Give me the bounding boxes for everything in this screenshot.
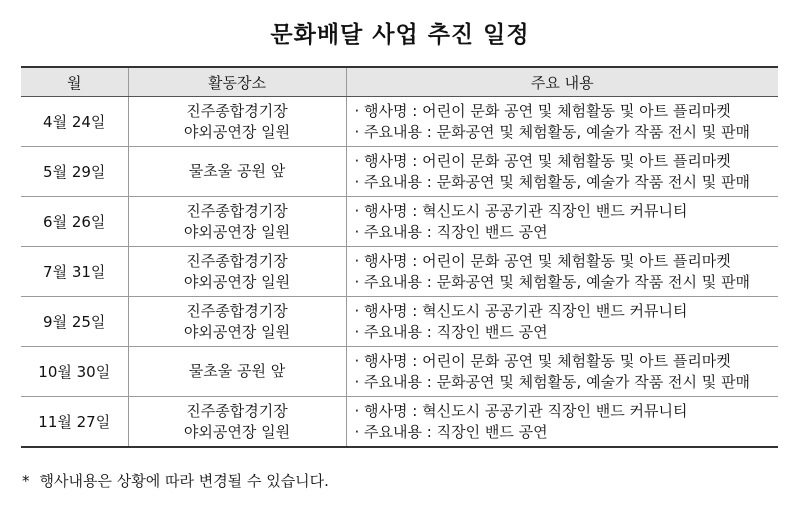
cell-place [128,347,346,397]
cell-content [346,397,778,448]
event-name-line: · 행사명 : 어린이 문화 공연 및 체험활동 및 아트 플리마켓 [354,251,731,270]
place-line: 물초울 공원 앞 [188,362,286,380]
event-detail-line: · 주요내용 : 문화공연 및 체험활동, 예술가 작품 전시 및 판매 [354,272,751,291]
cell-place [128,97,346,147]
event-name-line: · 행사명 : 혁신도시 공공기관 직장인 밴드 커뮤니티 [354,401,688,420]
event-detail-line: · 주요내용 : 문화공연 및 체험활동, 예술가 작품 전시 및 판매 [354,122,751,141]
cell-place [128,147,346,197]
event-detail-line: · 주요내용 : 문화공연 및 체험활동, 예술가 작품 전시 및 판매 [354,172,751,191]
table-header-row [21,67,778,97]
cell-month: 4월 24일 [21,97,128,147]
cell-month: 5월 29일 [21,147,128,197]
place-line: 진주종합경기장 [186,201,288,220]
table-row [21,247,778,297]
event-name-line: · 행사명 : 혁신도시 공공기관 직장인 밴드 커뮤니티 [354,201,688,220]
cell-content [346,297,778,347]
cell-content [346,347,778,397]
header-month: 월 [21,67,128,97]
cell-month: 7월 31일 [21,247,128,297]
place-line: 야외공연장 일원 [183,222,291,241]
place-line: 진주종합경기장 [186,401,288,420]
event-name-line: · 행사명 : 혁신도시 공공기관 직장인 밴드 커뮤니티 [354,301,688,320]
schedule-body [21,97,778,448]
cell-content [346,147,778,197]
cell-month: 10월 30일 [21,347,128,397]
page-title: 문화배달 사업 추진 일정 [270,22,530,48]
footnote [22,470,329,491]
cell-content [346,247,778,297]
place-line: 물초울 공원 앞 [188,162,286,180]
cell-place [128,247,346,297]
table-row [21,347,778,397]
cell-month: 9월 25일 [21,297,128,347]
event-detail-line: · 주요내용 : 직장인 밴드 공연 [354,422,548,441]
place-line: 야외공연장 일원 [183,272,291,291]
place-line: 진주종합경기장 [186,251,288,270]
cell-month: 11월 27일 [21,397,128,448]
footnote-mark: * [22,472,30,490]
header-content: 주요 내용 [346,67,778,97]
place-line: 진주종합경기장 [186,301,288,320]
event-detail-line: · 주요내용 : 문화공연 및 체험활동, 예술가 작품 전시 및 판매 [354,372,751,391]
event-name-line: · 행사명 : 어린이 문화 공연 및 체험활동 및 아트 플리마켓 [354,101,731,120]
table-row [21,97,778,147]
schedule-table [21,66,778,448]
cell-place [128,197,346,247]
header-place: 활동장소 [128,67,346,97]
cell-place [128,397,346,448]
footnote-text: 행사내용은 상황에 따라 변경될 수 있습니다. [39,472,329,490]
event-detail-line: · 주요내용 : 직장인 밴드 공연 [354,322,548,341]
cell-content [346,197,778,247]
table-row [21,147,778,197]
cell-month: 6월 26일 [21,197,128,247]
table-row [21,397,778,448]
cell-place [128,297,346,347]
place-line: 진주종합경기장 [186,101,288,120]
table-row [21,297,778,347]
place-line: 야외공연장 일원 [183,122,291,141]
event-name-line: · 행사명 : 어린이 문화 공연 및 체험활동 및 아트 플리마켓 [354,151,731,170]
place-line: 야외공연장 일원 [183,422,291,441]
place-line: 야외공연장 일원 [183,322,291,341]
cell-content [346,97,778,147]
table-row [21,197,778,247]
event-name-line: · 행사명 : 어린이 문화 공연 및 체험활동 및 아트 플리마켓 [354,351,731,370]
event-detail-line: · 주요내용 : 직장인 밴드 공연 [354,222,548,241]
